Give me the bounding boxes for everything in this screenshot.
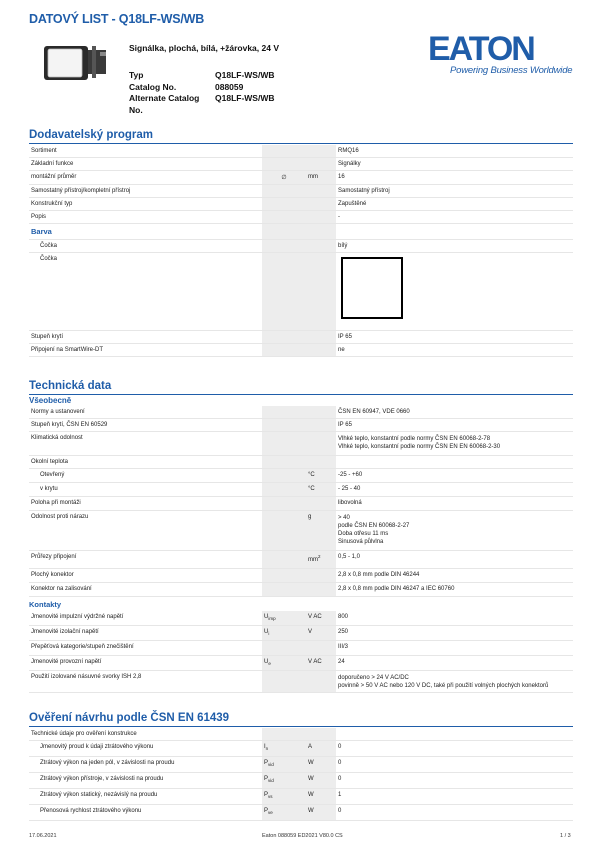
symbol-subscript: vid bbox=[268, 762, 274, 768]
section-heading-technical: Technická data bbox=[29, 380, 112, 392]
row-symbol bbox=[262, 331, 306, 343]
row-unit bbox=[306, 158, 336, 170]
table-row bbox=[29, 551, 573, 569]
row-label: Okolní teplota bbox=[31, 459, 69, 465]
symbol-text: U bbox=[264, 629, 269, 635]
subsection-row bbox=[29, 597, 573, 611]
eaton-logo bbox=[428, 32, 538, 64]
meta-value: Q18LF-WS/WB bbox=[215, 70, 275, 80]
product-image bbox=[40, 40, 108, 84]
row-label: Otevřený bbox=[40, 472, 65, 478]
row-symbol bbox=[262, 497, 306, 510]
row-label: Konektor na zalisování bbox=[31, 586, 92, 592]
row-symbol bbox=[262, 456, 306, 468]
row-symbol bbox=[262, 611, 306, 625]
symbol-subscript: i bbox=[268, 631, 270, 637]
row-unit bbox=[306, 240, 336, 252]
meta-value: Q18LF-WS/WB bbox=[215, 93, 275, 103]
table-row bbox=[29, 344, 573, 357]
table-row bbox=[29, 432, 573, 456]
row-value: -25 - +60 bbox=[338, 472, 363, 478]
row-value bbox=[336, 728, 573, 740]
subsection-row bbox=[29, 224, 573, 240]
row-label: Stupeň krytí bbox=[31, 334, 64, 340]
row-value: 0,5 - 1,0 bbox=[338, 554, 361, 560]
meta-row-alt-catalog bbox=[129, 93, 335, 116]
row-symbol bbox=[262, 671, 306, 692]
row-label: Jmenovité impulzní výdržné napětí bbox=[31, 614, 124, 620]
technical-table bbox=[29, 406, 573, 693]
unit-superscript: 2 bbox=[318, 554, 321, 559]
row-symbol bbox=[262, 656, 306, 670]
row-label: Stupeň krytí, ČSN EN 60529 bbox=[31, 422, 108, 428]
row-unit bbox=[306, 432, 336, 455]
table-row bbox=[29, 805, 573, 821]
row-unit: W bbox=[306, 789, 336, 804]
row-unit: V AC bbox=[306, 611, 336, 625]
row-unit bbox=[306, 145, 336, 157]
row-value: 800 bbox=[338, 614, 349, 620]
row-unit bbox=[306, 671, 336, 692]
row-symbol bbox=[262, 469, 306, 482]
table-row bbox=[29, 497, 573, 511]
table-row bbox=[29, 253, 573, 331]
table-row bbox=[29, 198, 573, 211]
table-row bbox=[29, 773, 573, 789]
row-label: Přepěťová kategorie/stupeň znečištění bbox=[31, 644, 134, 650]
unit-text: mm bbox=[308, 557, 318, 563]
meta-row-catalog bbox=[129, 82, 335, 94]
row-value: IP 65 bbox=[338, 334, 352, 340]
section-heading-supplier: Dodavatelský program bbox=[29, 129, 153, 141]
row-value: Vlhké teplo, konstantní podle normy ČSN EN 60068-2-78 Vlhké teplo, konstantní podle normy ČSN EN EN 60068-2-30 bbox=[338, 436, 501, 450]
row-symbol bbox=[262, 641, 306, 655]
row-unit bbox=[306, 569, 336, 582]
row-label: Jmenovitý proud k údaji ztrátového výkonu bbox=[40, 744, 154, 750]
row-symbol bbox=[262, 211, 306, 223]
row-value: ČSN EN 60947, VDE 0660 bbox=[338, 409, 410, 415]
row-value: III/3 bbox=[338, 644, 349, 650]
row-value: - bbox=[338, 214, 340, 220]
row-value: 16 bbox=[338, 174, 345, 180]
footer-page-number: 1 / 3 bbox=[560, 833, 571, 839]
row-unit: g bbox=[306, 511, 336, 550]
row-symbol bbox=[262, 773, 306, 788]
row-symbol bbox=[262, 158, 306, 170]
row-symbol: ∅ bbox=[262, 171, 306, 184]
row-unit bbox=[306, 583, 336, 596]
page-title: DATOVÝ LIST - Q18LF-WS/WB bbox=[29, 12, 205, 26]
row-unit bbox=[306, 211, 336, 223]
row-value: > 40 podle ČSN EN 60068-2-27 Doba otřesu 11 ms Sinusová půlvlna bbox=[338, 515, 410, 545]
row-value: 0 bbox=[338, 760, 342, 766]
row-symbol bbox=[262, 185, 306, 197]
table-row bbox=[29, 671, 573, 693]
row-unit bbox=[306, 406, 336, 418]
row-label: Ztrátový výkon přístroje, v závislosti na proudu bbox=[40, 776, 164, 782]
table-row bbox=[29, 158, 573, 171]
row-symbol bbox=[262, 344, 306, 356]
row-symbol bbox=[262, 789, 306, 804]
row-value: libovolná bbox=[338, 500, 362, 506]
table-row bbox=[29, 656, 573, 671]
row-label: Konstrukční typ bbox=[31, 201, 73, 207]
row-unit: °C bbox=[306, 483, 336, 496]
symbol-subscript: vid bbox=[268, 778, 274, 784]
row-symbol bbox=[262, 483, 306, 496]
row-label: Jmenovité izolační napětí bbox=[31, 629, 99, 635]
row-unit: mm bbox=[306, 171, 336, 184]
subsection-heading: Kontakty bbox=[29, 600, 62, 609]
row-label: Ztrátový výkon statický, nezávislý na proudu bbox=[40, 792, 158, 798]
row-unit bbox=[306, 185, 336, 197]
row-value bbox=[336, 224, 573, 239]
subsection-heading: Barva bbox=[31, 227, 52, 236]
symbol-subscript: e bbox=[268, 661, 271, 667]
symbol-subscript: n bbox=[265, 746, 269, 752]
row-label: montážní průměr bbox=[31, 174, 77, 180]
row-label: Čočka bbox=[40, 243, 58, 249]
footer-date: 17.06.2021 bbox=[29, 833, 57, 839]
row-unit bbox=[306, 641, 336, 655]
row-symbol bbox=[262, 145, 306, 157]
table-row bbox=[29, 611, 573, 626]
row-unit bbox=[306, 331, 336, 343]
row-label: Použití izolované násuvné svorky ISH 2,8 bbox=[31, 674, 142, 680]
table-row bbox=[29, 583, 573, 597]
row-unit bbox=[306, 224, 336, 239]
row-value: 24 bbox=[338, 659, 345, 665]
row-value: Zapuštěné bbox=[338, 201, 367, 207]
row-value: Signálky bbox=[338, 161, 361, 167]
row-unit bbox=[306, 728, 336, 740]
row-value: 0 bbox=[338, 808, 342, 814]
table-row bbox=[29, 211, 573, 224]
section-heading-verification: Ověření návrhu podle ČSN EN 61439 bbox=[29, 712, 230, 724]
table-row bbox=[29, 145, 573, 158]
footer-doc-id: Eaton 088059 ED2021 V80.0 CS bbox=[262, 833, 343, 839]
table-row bbox=[29, 757, 573, 773]
table-row bbox=[29, 406, 573, 419]
table-row bbox=[29, 511, 573, 551]
row-unit bbox=[306, 551, 336, 568]
row-label: Čočka bbox=[40, 256, 58, 262]
symbol-subscript: imp bbox=[268, 616, 276, 622]
row-unit bbox=[306, 198, 336, 210]
row-label: Sortiment bbox=[31, 148, 57, 154]
row-symbol bbox=[262, 406, 306, 418]
symbol-text: P bbox=[264, 776, 269, 782]
symbol-subscript: ve bbox=[268, 810, 273, 816]
row-value: 250 bbox=[338, 629, 349, 635]
color-swatch-white bbox=[341, 257, 403, 319]
row-unit bbox=[306, 497, 336, 510]
row-value: doporučeno > 24 V AC/DC povinně > 50 V AC nebo 120 V DC, také při použití volných plochých konektorů bbox=[338, 675, 549, 689]
symbol-text: U bbox=[264, 659, 269, 665]
tagline: Powering Business Worldwide bbox=[450, 65, 573, 76]
row-value: 2,8 x 0,8 mm podle DIN 46247 a IEC 60760 bbox=[338, 586, 455, 592]
table-row bbox=[29, 331, 573, 344]
row-label: Základní funkce bbox=[31, 161, 74, 167]
row-label: Odolnost proti nárazu bbox=[31, 514, 89, 520]
symbol-text: U bbox=[264, 614, 269, 620]
symbol-text: P bbox=[264, 808, 269, 814]
symbol-text: P bbox=[264, 792, 269, 798]
subsection-heading-general: Všeobecně bbox=[29, 396, 72, 405]
row-symbol bbox=[262, 432, 306, 455]
meta-row-type bbox=[129, 70, 335, 82]
row-unit: A bbox=[306, 741, 336, 756]
row-label: Normy a ustanovení bbox=[31, 409, 85, 415]
row-label: Přenosová rychlost ztrátového výkonu bbox=[40, 808, 142, 814]
svg-text:EATON: EATON bbox=[428, 32, 534, 64]
table-row bbox=[29, 240, 573, 253]
symbol-text: P bbox=[264, 760, 269, 766]
table-row bbox=[29, 419, 573, 432]
row-value: 2,8 x 0,8 mm podle DIN 46244 bbox=[338, 572, 420, 578]
meta-key: Catalog No. bbox=[129, 81, 177, 92]
row-label: v krytu bbox=[40, 486, 58, 492]
row-unit: °C bbox=[306, 469, 336, 482]
meta-value: 088059 bbox=[215, 81, 244, 92]
row-value: IP 65 bbox=[338, 422, 352, 428]
row-symbol bbox=[262, 419, 306, 431]
row-value: RMQ16 bbox=[338, 148, 359, 154]
row-label: Jmenovité provozní napětí bbox=[31, 659, 102, 665]
symbol-text: I bbox=[264, 744, 266, 750]
table-row bbox=[29, 483, 573, 497]
table-row bbox=[29, 789, 573, 805]
row-label: Technické údaje pro ověření konstrukce bbox=[31, 731, 137, 737]
row-label: Plochý konektor bbox=[31, 572, 74, 578]
product-description: Signálka, plochá, bílá, +žárovka, 24 V bbox=[129, 43, 279, 53]
row-label: Připojení na SmartWire-DT bbox=[31, 347, 104, 353]
row-symbol bbox=[262, 511, 306, 550]
meta-key: Typ bbox=[129, 70, 144, 80]
row-unit bbox=[306, 253, 336, 330]
row-value: bílý bbox=[338, 243, 348, 249]
table-row bbox=[29, 741, 573, 757]
row-value: 1 bbox=[338, 792, 342, 798]
row-label: Popis bbox=[31, 214, 47, 220]
row-value: 0 bbox=[338, 776, 342, 782]
table-row bbox=[29, 626, 573, 641]
row-unit: W bbox=[306, 773, 336, 788]
row-unit bbox=[306, 344, 336, 356]
supplier-table bbox=[29, 145, 573, 357]
meta-table bbox=[129, 70, 335, 116]
row-symbol bbox=[262, 626, 306, 640]
row-unit: W bbox=[306, 805, 336, 820]
table-row bbox=[29, 728, 573, 741]
table-row bbox=[29, 456, 573, 469]
row-symbol bbox=[262, 805, 306, 820]
row-symbol bbox=[262, 240, 306, 252]
row-value: - 25 - 40 bbox=[338, 486, 361, 492]
row-symbol bbox=[262, 551, 306, 568]
row-label: Ztrátový výkon na jeden pól, v závislosti na proudu bbox=[40, 760, 175, 766]
row-symbol bbox=[262, 728, 306, 740]
row-label: Klimatická odolnost bbox=[31, 435, 83, 441]
row-value: ne bbox=[338, 347, 345, 353]
row-symbol bbox=[262, 569, 306, 582]
row-unit bbox=[306, 456, 336, 468]
row-value bbox=[336, 456, 573, 468]
section-divider bbox=[29, 394, 573, 395]
row-value: Samostatný přístroj bbox=[338, 188, 390, 194]
meta-key: Alternate Catalog No. bbox=[129, 93, 200, 115]
row-symbol bbox=[262, 741, 306, 756]
row-symbol bbox=[262, 757, 306, 772]
row-value: 0 bbox=[338, 744, 342, 750]
verification-table bbox=[29, 728, 573, 821]
table-row bbox=[29, 469, 573, 483]
row-label: Poloha při montáži bbox=[31, 500, 81, 506]
symbol-subscript: vs bbox=[268, 794, 273, 800]
row-unit bbox=[306, 419, 336, 431]
table-row bbox=[29, 185, 573, 198]
table-row bbox=[29, 641, 573, 656]
row-symbol bbox=[262, 583, 306, 596]
row-unit: W bbox=[306, 757, 336, 772]
row-symbol bbox=[262, 224, 306, 239]
row-label: Průřezy připojení bbox=[31, 554, 77, 560]
row-symbol bbox=[262, 198, 306, 210]
table-row bbox=[29, 569, 573, 583]
row-unit: V bbox=[306, 626, 336, 640]
row-label: Samostatný přístroj/kompletní přístroj bbox=[31, 188, 131, 194]
table-row bbox=[29, 171, 573, 185]
row-symbol bbox=[262, 253, 306, 330]
row-unit: V AC bbox=[306, 656, 336, 670]
